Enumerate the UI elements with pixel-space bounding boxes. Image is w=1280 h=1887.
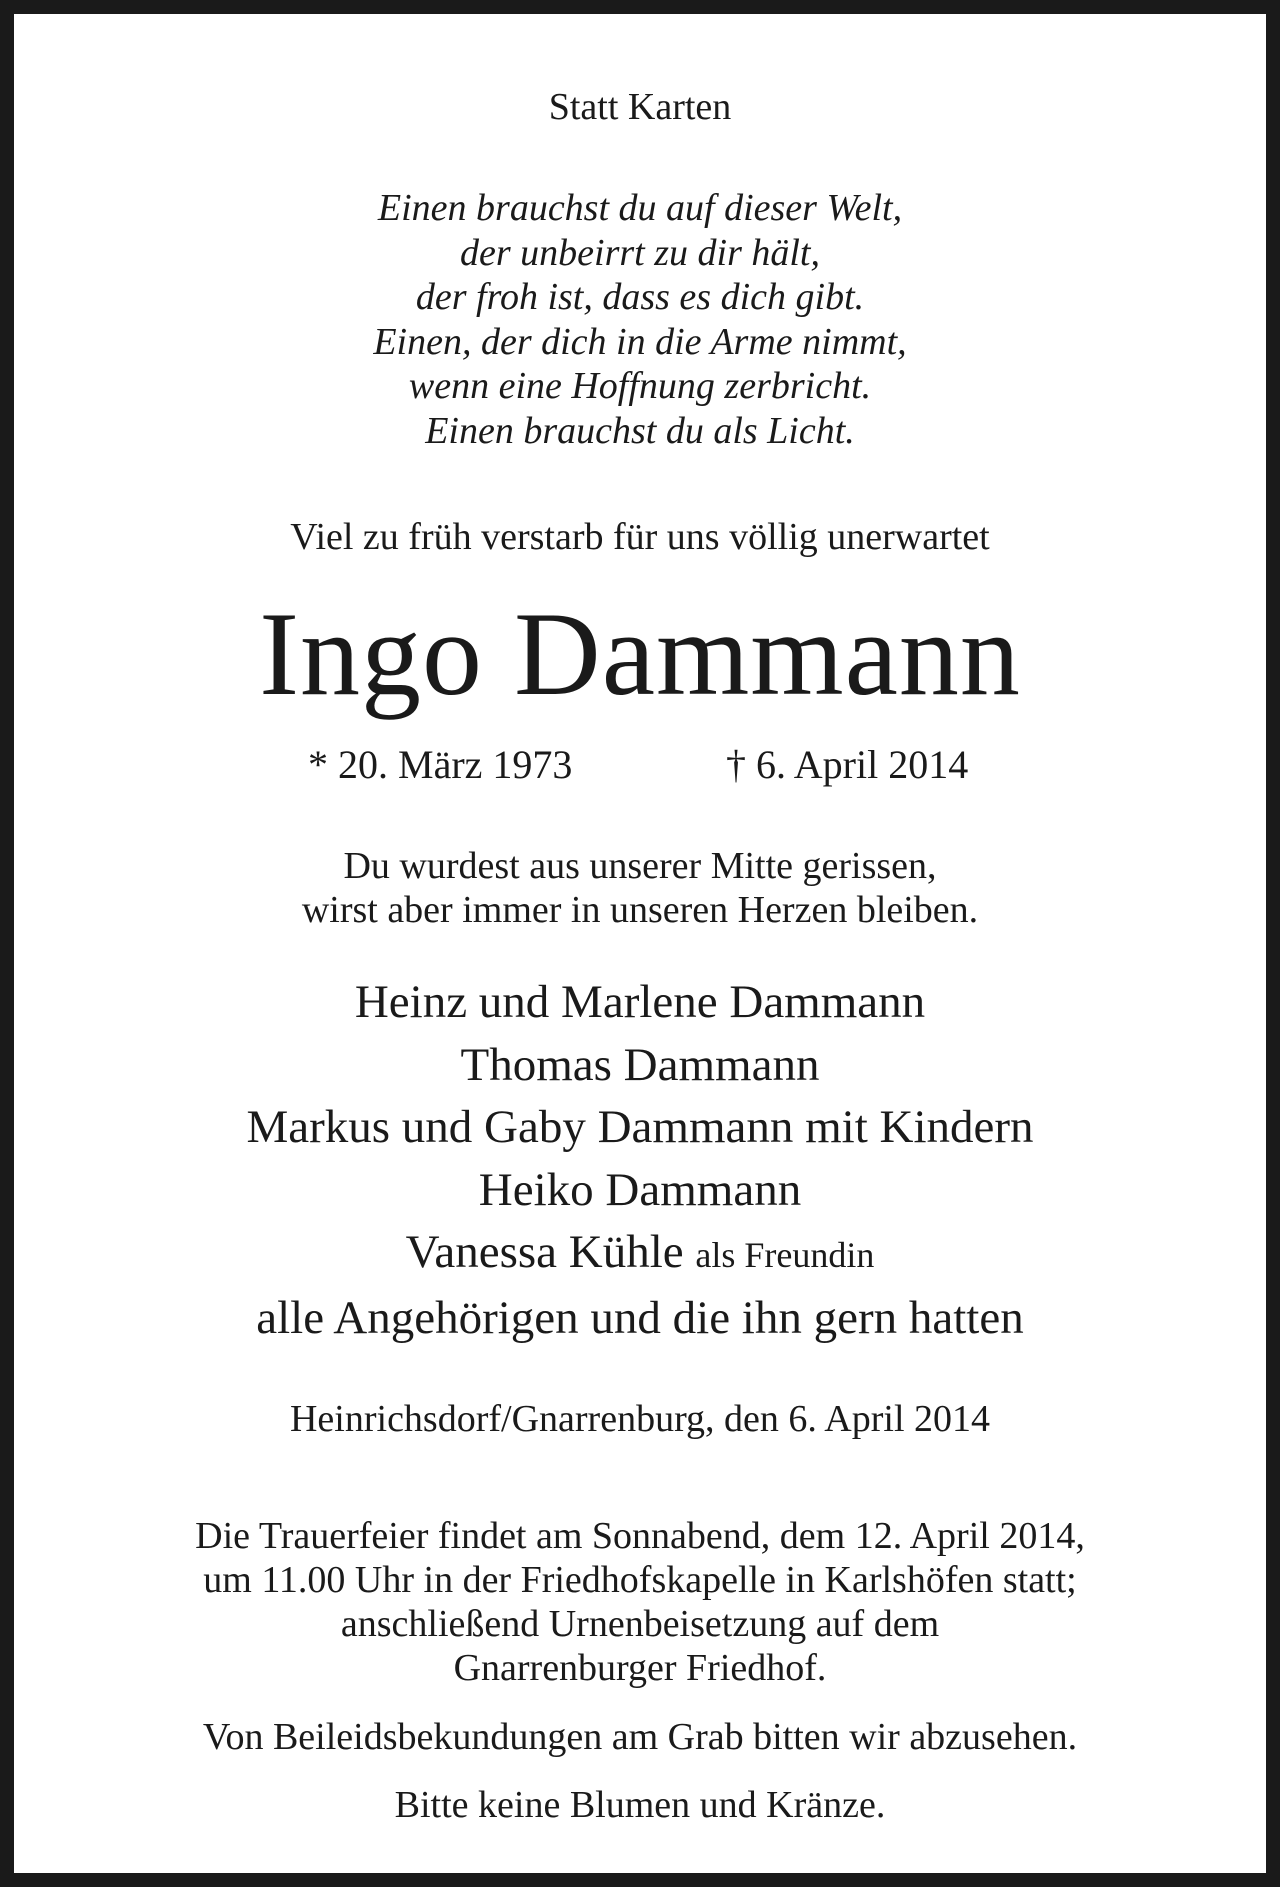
service-line: Die Trauerfeier findet am Sonnabend, dem 12. April 2014, (195, 1515, 1085, 1557)
service-line: um 11.00 Uhr in der Friedhofskapelle in Karlshöfen statt; (203, 1559, 1077, 1601)
service-line: anschließend Urnenbeisetzung auf dem (340, 1603, 940, 1645)
tribute-line: Du wurdest aus unserer Mitte gerissen, (343, 845, 937, 887)
tribute-line: wirst aber immer in unseren Herzen bleiben. (301, 889, 979, 931)
intro-text: Viel zu früh verstarb für uns völlig unerwartet (290, 516, 990, 558)
condolence-note: Von Beileidsbekundungen am Grab bitten wir abzusehen. (202, 1716, 1078, 1758)
tribute (28, 844, 1252, 932)
birth-date: * 20. März 1973 (308, 742, 573, 787)
family-closing: alle Angehörigen und die ihn gern hatten (256, 1291, 1024, 1344)
poem-line: der froh ist, dass es dich gibt. (415, 276, 865, 318)
deceased-name: Ingo Dammann (259, 587, 1021, 720)
poem-line: Einen brauchst du auf dieser Welt, (377, 187, 903, 229)
death-date: † 6. April 2014 (726, 742, 969, 787)
service-info (28, 1514, 1252, 1690)
flowers-note: Bitte keine Blumen und Kränze. (394, 1784, 886, 1826)
service-line: Gnarrenburger Friedhof. (453, 1647, 827, 1689)
poem-line: Einen brauchst du als Licht. (425, 409, 855, 452)
poem-line: der unbeirrt zu dir hält, (460, 231, 820, 274)
family-member: Thomas Dammann (460, 1038, 820, 1091)
poem-line: Einen, der dich in die Arme nimmt, (373, 320, 907, 363)
partner-name: Vanessa Kühle (405, 1226, 684, 1278)
life-dates (28, 741, 1252, 789)
family-list (28, 971, 1252, 1349)
poem (28, 186, 1252, 453)
header-statt-karten: Statt Karten (548, 86, 732, 128)
family-member: Heinz und Marlene Dammann (354, 976, 926, 1028)
partner-note: als Freundin (695, 1235, 875, 1275)
family-member-partner (28, 1221, 1252, 1287)
family-member: Markus und Gaby Dammann mit Kindern (246, 1101, 1034, 1153)
family-member: Heiko Dammann (478, 1163, 802, 1216)
poem-line: wenn eine Hoffnung zerbricht. (408, 365, 872, 407)
place-date: Heinrichsdorf/Gnarrenburg, den 6. April 2014 (289, 1398, 991, 1440)
